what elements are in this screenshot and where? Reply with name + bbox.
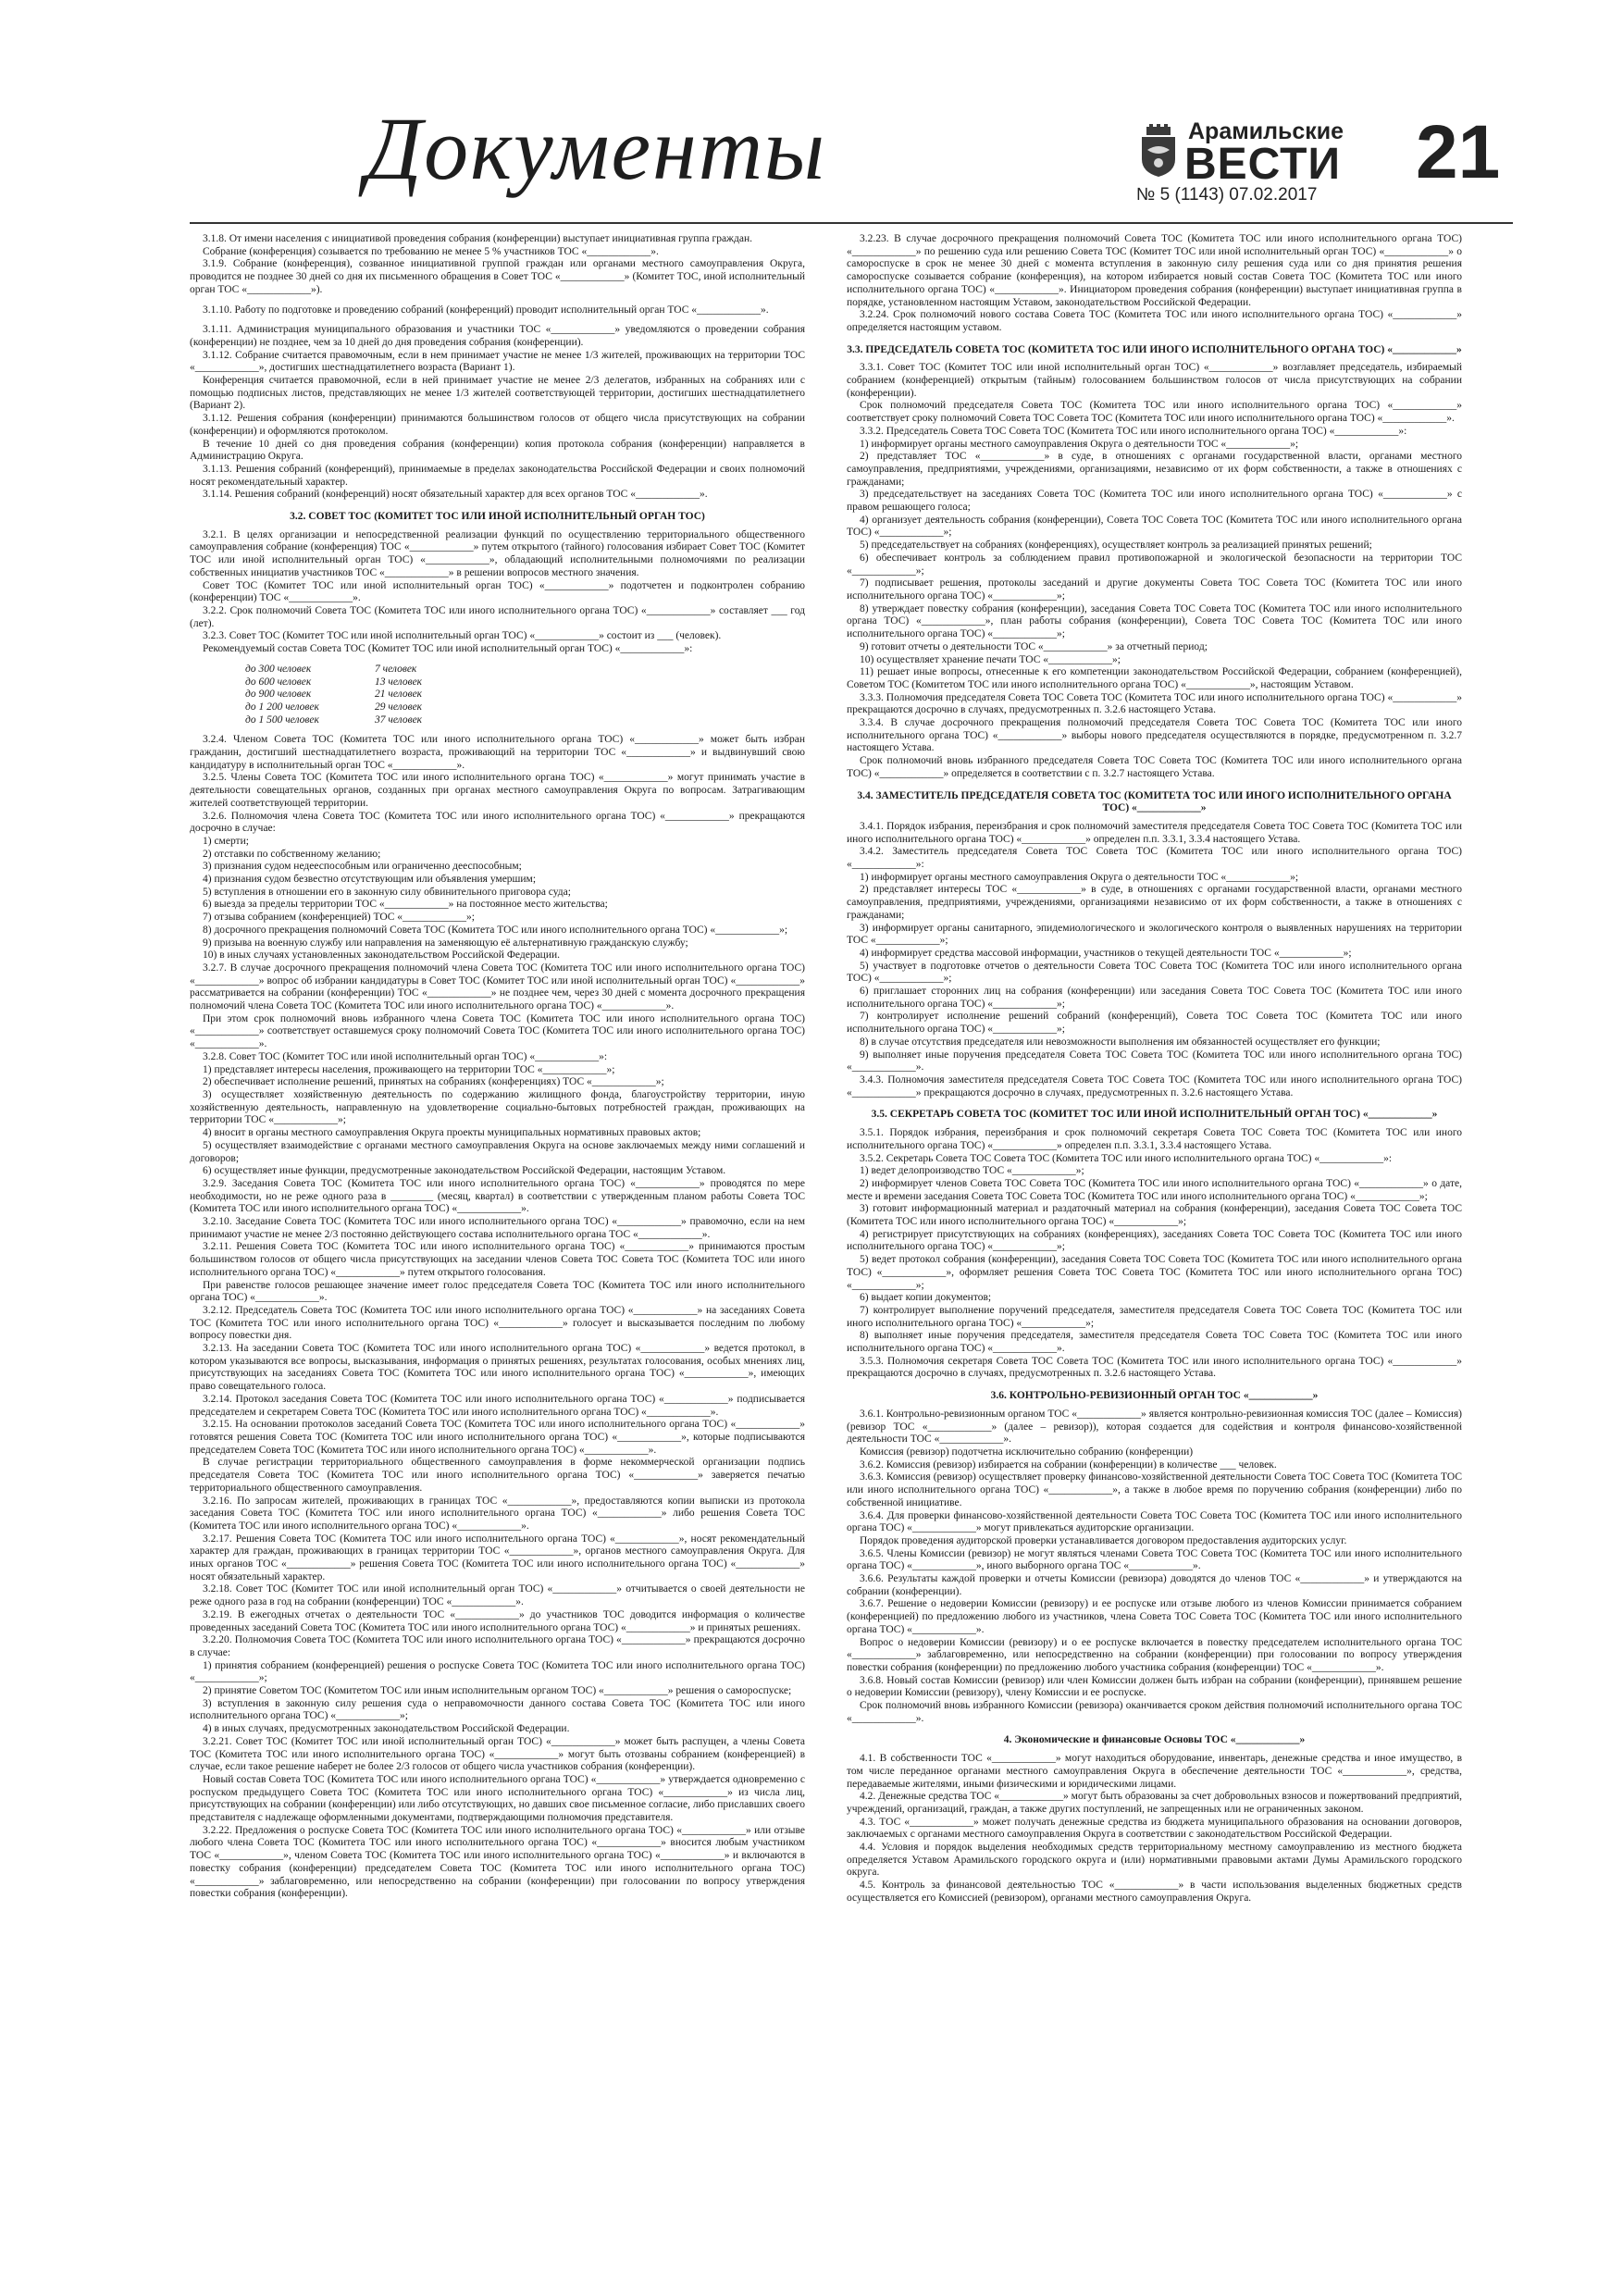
paragraph: 3.2.12. Председатель Совета ТОС (Комитета ТОС или иного исполнительного органа ТОС) «____________» на заседаниях Совета ТОС (Комитета ТОС или иного исполнительного органа ТОС) «____________» голосует и высказывается последним по любому вопросу повестки дня. [190, 1304, 805, 1342]
list-item: 10) осуществляет хранение печати ТОС «____________»; [860, 653, 1121, 665]
list-item: 1) информирует органы местного самоуправления Округа о деятельности ТОС «____________»; [860, 438, 1299, 450]
list-item: 8) выполняет иные поручения председателя, заместителя председателя Совета ТОС Совета ТОС (Комитета ТОС или иного исполнительного органа ТОС) «____________». [847, 1330, 1462, 1355]
list-item: 5) осуществляет взаимодействие с органами местного самоуправления Округа на основе заключаемых между ними соглашений и договоров; [190, 1139, 805, 1164]
table-cell: 21 человек [375, 689, 423, 701]
paragraph: 3.2.23. В случае досрочного прекращения полномочий Совета ТОС (Комитета ТОС или иного исполнительного органа ТОС) «____________» по решению суда или решению Совета ТОС (Комитет ТОС или иной исполнительный орган ТОС) «____________» о самороспуске в срок не менее 30 дней с момента вступления в законную силу решения суда или со дня принятия решения самороспуске созывается собрание (конференция), на котором избирается новый состав Совета ТОС (Комитета ТОС или иного исполнительного органа ТОС) «____________». Инициатором проведения собрания (конференции) выступает инициативная группа в порядке, установленном настоящим Уставом, законодательством Российской Федерации. [847, 233, 1462, 308]
paragraph: Срок полномочий председателя Совета ТОС (Комитета ТОС или иного исполнительного органа ТОС) «____________» соответствует сроку полномочий Совета ТОС Совета ТОС (Комитета ТОС или иного исполнительного органа ТОС) «____________». [847, 400, 1462, 425]
paragraph: 3.2.24. Срок полномочий нового состава Совета ТОС (Комитета ТОС или иного исполнительного органа ТОС) «____________» определяется настоящим уставом. [847, 309, 1462, 333]
table-cell: до 1 200 человек [245, 701, 319, 713]
newspaper-logo [1138, 118, 1360, 188]
paragraph: Вопрос о недоверии Комиссии (ревизору) и о ее роспуске включается в повестку председателем исполнительного органа ТОС «____________» заблаговременно, или непосредственно на собрании (конференции) при голосовании по вопросу утверждения повестки собрания (конференции) по предложению любого участника собрания (конференции) ТОС «____________». [847, 1636, 1462, 1673]
list-item: 8) досрочного прекращения полномочий Совета ТОС (Комитета ТОС или иного исполнительного органа ТОС) «____________»; [203, 924, 788, 936]
paragraph: 4.5. Контроль за финансовой деятельностью ТОС «____________» в части использования выделенных бюджетных средств осуществляется его Комиссией (ревизором), органами местного самоуправления Округа. [847, 1880, 1462, 1904]
table-cell: 7 человек [375, 663, 417, 675]
paragraph: 3.6.8. Новый состав Комиссии (ревизор) или член Комиссии должен быть избран на собрании (конференции), принявшем решение о недоверии Комиссии (ревизору), члену Комиссии и ее роспуске. [847, 1674, 1462, 1699]
list-item: 4) информирует средства массовой информации, участников о текущей деятельности ТОС «____________»; [860, 947, 1352, 959]
paragraph: 3.1.13. Решения собраний (конференций), принимаемые в пределах законодательства Российской Федерации и своих полномочий носят рекомендательный характер. [190, 463, 805, 488]
paragraph: 3.2.17. Решения Совета ТОС (Комитета ТОС или иного исполнительного органа ТОС) «____________», носят рекомендательный характер для граждан, проживающих в границах территории ТОС «____________», органов местного самоуправления Округа. Для иных органов ТОС «____________» решения Совета ТОС (Комитета ТОС или иного исполнительного органа ТОС) «____________» носят обязательный характер. [190, 1533, 805, 1582]
paragraph: При равенстве голосов решающее значение имеет голос председателя Совета ТОС (Комитета ТОС или иного исполнительного органа ТОС) «____________». [190, 1279, 805, 1304]
paragraph: 3.2.10. Заседание Совета ТОС (Комитета ТОС или иного исполнительного органа ТОС) «____________» правомочно, если на нем принимают участие не менее 2/3 постоянно действующего состава исполнительного органа ТОС «____________». [190, 1216, 805, 1240]
list-item: 1) принятия собранием (конференцией) решения о роспуске Совета ТОС (Комитета ТОС или иного исполнительного органа ТОС) «____________»; [190, 1659, 805, 1684]
page-header [0, 0, 1623, 227]
list-item: 11) решает иные вопросы, отнесенные к его компетенции законодательством Российской Федерации, собранием (конференцией), Советом ТОС (Комитетом ТОС или иного исполнительного органа ТОС) «____________», настоящим Уставом. [847, 666, 1462, 690]
paragraph: 3.5.3. Полномочия секретаря Совета ТОС Совета ТОС (Комитета ТОС или иного исполнительного органа ТОС) «____________» прекращаются досрочно в случаях, предусмотренных п. 3.2.6 настоящего Устава. [847, 1355, 1462, 1380]
list-item: 5) участвует в подготовке отчетов о деятельности Совета ТОС Совета ТОС (Комитета ТОС или иного исполнительного органа ТОС) «____________»; [847, 960, 1462, 985]
paragraph: 3.4.1. Порядок избрания, переизбрания и срок полномочий заместителя председателя Совета ТОС Совета ТОС (Комитета ТОС или иного исполнительного органа ТОС) «____________» определен п.п. 3.3.1, 3.3.4 настоящего Устава. [847, 820, 1462, 845]
list-item: 3) информирует органы санитарного, эпидемиологического и экологического контроля о выявленных нарушениях на территории ТОС «____________»; [847, 922, 1462, 947]
section-heading-3-2: 3.2. СОВЕТ ТОС (КОМИТЕТ ТОС ИЛИ ИНОЙ ИСПОЛНИТЕЛЬНЫЙ ОРГАН ТОС) [290, 511, 705, 523]
paragraph: 3.2.4. Членом Совета ТОС (Комитета ТОС или иного исполнительного органа ТОС) «____________» может быть избран гражданин, достигший шестнадцатилетнего возраста, проживающий на территории ТОС «____________» и выдвинувший свою кандидатуру в исполнительный орган ТОС «____________». [190, 734, 805, 771]
paragraph: Новый состав Совета ТОС (Комитета ТОС или иного исполнительного органа ТОС) «____________» утверждается одновременно с роспуском предыдущего Совета ТОС (Комитета ТОС или иного исполнительного органа ТОС) «____________» из числа лиц, присутствующих на собрании (конференции) или либо отсутствующих, но давших свое письменное согласие, либо приславших своего представителя с надлежаще оформленными документами, подтверждающими полномочия представителя. [190, 1773, 805, 1824]
table-row [245, 676, 805, 689]
paragraph: 3.2.11. Решения Совета ТОС (Комитета ТОС или иного исполнительного органа ТОС) «____________» принимаются простым большинством голосов от общего числа присутствующих на заседании членов Совета ТОС Совета ТОС (Комитета ТОС или иного исполнительного органа ТОС) «____________» путем открытого голосования. [190, 1241, 805, 1278]
table-row [245, 714, 805, 727]
paragraph: 3.1.12. Решения собрания (конференции) принимаются большинством голосов от общего числа присутствующих на собрании (конференции) и оформляются протоколом. [190, 413, 805, 437]
paragraph: 3.3.1. Совет ТОС (Комитет ТОС или иной исполнительный орган ТОС) «____________» возглавляет председатель, избираемый собранием (конференцией) открытым (тайным) голосованием большинством голосов от числа присутствующих на собрании (конференции). [847, 362, 1462, 399]
list-item: 4) вносит в органы местного самоуправления Округа проекты муниципальных нормативных правовых актов; [203, 1127, 701, 1139]
paragraph: При этом срок полномочий вновь избранного члена Совета ТОС (Комитета ТОС или иного исполнительного органа ТОС) «____________» соответствует оставшемуся сроку полномочий Совета ТОС (Комитета ТОС или иного исполнительного органа ТОС) «____________». [190, 1012, 805, 1050]
paragraph: 3.1.9. Собрание (конференция), созванное инициативной группой граждан или органами местного самоуправления Округа, проводится не позднее 30 дней со дня их письменного обращения в Совет ТОС «____________» (Комитет ТОС, иной исполнительный орган ТОС «____________»). [190, 258, 805, 295]
paragraph: 3.2.22. Предложения о роспуске Совета ТОС (Комитета ТОС или иного исполнительного органа ТОС) «____________» или отзыве любого члена Совета ТОС (Комитета ТОС или иного исполнительного органа ТОС) «____________» вносится любым участником ТОС «____________», членом Совета ТОС (Комитета ТОС или иного исполнительного органа ТОС) «____________» и включаются в повестку собрания (конференции) председателем Совета ТОС (Комитета ТОС или иного исполнительного органа ТОС) «____________» заблаговременно, или непосредственно на собрании (конференции) при голосовании по вопросу утверждения повестки собрания (конференции). [190, 1824, 805, 1900]
list-item: 6) обеспечивает контроль за соблюдением правил противопожарной и экологической безопасности на территории ТОС «____________»; [847, 552, 1462, 577]
paragraph: 3.3.4. В случае досрочного прекращения полномочий председателя Совета ТОС Совета ТОС (Комитета ТОС или иного исполнительного органа ТОС) «____________» выборы нового председателя осуществляются в порядке, предусмотренном п. 3.2.7 настоящего Устава. [847, 717, 1462, 754]
paragraph: 3.1.14. Решения собраний (конференций) носят обязательный характер для всех органов ТОС «____________». [203, 489, 708, 501]
paragraph: 4.3. ТОС «____________» может получать денежные средства из бюджета муниципального образования на основании договоров, заключаемых с органами местного самоуправления Округа в соответствии с законодательством Российской Федерации. [847, 1816, 1462, 1841]
paragraph: 3.2.18. Совет ТОС (Комитет ТОС или иной исполнительный орган ТОС) «____________» отчитывается о своей деятельности не реже одного раза в год на собрании (конференции) ТОС «____________». [190, 1583, 805, 1608]
paragraph: Собрание (конференция) созывается по требованию не менее 5 % участников ТОС «____________». [203, 245, 659, 257]
table-row [245, 664, 805, 676]
paragraph: 3.4.3. Полномочия заместителя председателя Совета ТОС Совета ТОС (Комитета ТОС или иного исполнительного органа ТОС) «____________» прекращаются досрочно в случаях, предусмотренных п. 3.2.6 настоящего Устава. [847, 1074, 1462, 1098]
logo-top-text: Арамильские [1188, 118, 1344, 144]
list-item: 2) информирует членов Совета ТОС Совета ТОС (Комитета ТОС или иного исполнительного органа ТОС) «____________» о дате, месте и времени заседания Совета ТОС Совета ТОС (Комитета ТОС или иного исполнительного органа ТОС) «____________»; [847, 1177, 1462, 1202]
list-item: 6) осуществляет иные функции, предусмотренные законодательством Российской Федерации, настоящим Уставом. [203, 1165, 726, 1177]
paragraph: 3.5.1. Порядок избрания, переизбрания и срок полномочий секретаря Совета ТОС Совета ТОС (Комитета ТОС или иного исполнительного органа ТОС) «____________» определен п.п. 3.3.1, 3.3.4 настоящего Устава. [847, 1127, 1462, 1151]
table-cell: 13 человек [375, 676, 423, 688]
table-cell: до 600 человек [245, 676, 312, 688]
paragraph: 3.1.10. Работу по подготовке и проведению собраний (конференций) проводит исполнительный орган ТОС «____________». [203, 304, 769, 316]
paragraph: Порядок проведения аудиторской проверки устанавливается договором предоставления аудиторских услуг. [860, 1534, 1347, 1546]
paragraph: 3.1.12. Собрание считается правомочным, если в нем принимает участие не менее 1/3 жителей, проживающих на территории ТОС «____________», достигших шестнадцатилетнего возраста (Вариант 1). [190, 349, 805, 374]
list-item: 5) вступления в отношении его в законную силу обвинительного приговора суда; [203, 886, 571, 898]
list-item: 1) ведет делопроизводство ТОС «____________»; [860, 1165, 1084, 1177]
paragraph: 3.2.13. На заседании Совета ТОС (Комитета ТОС или иного исполнительного органа ТОС) «____________» ведется протокол, в котором указываются все вопросы, высказывания, информация о принятых решениях, результатах голосования, особых мнениях лиц, присутствующих на заседаниях Совета ТОС (Комитета ТОС или иного исполнительного органа ТОС) «____________», имеющих право совещательного голоса. [190, 1343, 805, 1393]
list-item: 6) приглашает сторонних лиц на собрания (конференции) или заседания Совета ТОС Совета ТОС (Комитета ТОС или иного исполнительного органа ТОС) «____________»; [847, 986, 1462, 1010]
paragraph: 3.2.21. Совет ТОС (Комитет ТОС или иной исполнительный орган ТОС) «____________» может быть распущен, а члены Совета ТОС (Комитета ТОС или иного исполнительного органа ТОС) «____________» могут быть отозваны собранием (конференцией) в случае, если такое решение наберет не более 2/3 голосов от общего числа участников собрания (конференции). [190, 1735, 805, 1773]
list-item: 2) принятие Советом ТОС (Комитетом ТОС или иным исполнительным органом ТОС) «____________» решения о самороспуске; [203, 1685, 792, 1697]
list-item: 5) председательствует на собраниях (конференциях), осуществляет контроль за реализацией принятых решений; [860, 540, 1372, 552]
list-item: 7) контролирует выполнение поручений председателя, заместителя председателя Совета ТОС Совета ТОС (Комитета ТОС или иного исполнительного органа ТОС) «____________»; [847, 1304, 1462, 1329]
table-cell: до 1 500 человек [245, 714, 319, 726]
list-item: 9) призыва на военную службу или направления на заменяющую её альтернативную гражданскую службу; [203, 937, 688, 949]
list-item: 3) вступления в законную силу решения суда о неправомочности данного состава Совета ТОС (Комитета ТОС или иного исполнительного органа ТОС) «____________»; [190, 1697, 805, 1722]
list-item: 9) готовит отчеты о деятельности ТОС «____________» за отчетный период; [860, 640, 1208, 652]
issue-info: № 5 (1143) 07.02.2017 [1136, 185, 1318, 205]
list-item: 4) регистрирует присутствующих на собраниях (конференциях), заседаниях Совета ТОС Совета ТОС (Комитета ТОС или иного исполнительного органа ТОС) «____________»; [847, 1228, 1462, 1253]
paragraph: В течение 10 дней со дня проведения собрания (конференции) копия протокола собрания (конференции) направляется в Администрацию Округа. [190, 438, 805, 463]
list-item: 2) отставки по собственному желанию; [203, 848, 381, 860]
right-column [847, 233, 1462, 2269]
paragraph: 3.6.1. Контрольно-ревизионным органом ТОС «____________» является контрольно-ревизионная комиссия ТОС (далее – Комиссия) (ревизор ТОС «____________» (далее – ревизор)), которая создается для содействия и контроля финансово-хозяйственной деятельности ТОС «____________». [847, 1408, 1462, 1446]
coat-of-arms-icon [1138, 124, 1179, 178]
logo-main-text: ВЕСТИ [1184, 140, 1341, 189]
list-item: 1) смерти; [203, 835, 249, 847]
paragraph: 4.4. Условия и порядок выделения необходимых средств территориальному местному самоуправлению из местного бюджета определяется Уставом Арамильского городского округа и (или) нормативными правовыми актами Думы Арамильского городского округа. [847, 1842, 1462, 1879]
list-item: 2) представляет интересы ТОС «____________» в суде, в отношениях с органами государственной власти, органами местного самоуправления, предприятиями, учреждениями, организациями независимо от их форм собственности, а также в отношениях с гражданами; [847, 884, 1462, 921]
list-item: 7) отзыва собранием (конференцией) ТОС «____________»; [203, 912, 476, 924]
paragraph: 3.6.6. Результаты каждой проверки и отчеты Комиссии (ревизора) доводятся до членов ТОС «____________» и утверждаются на собрании (конференции). [847, 1573, 1462, 1597]
list-item: 2) представляет ТОС «____________» в суде, в отношениях с органами государственной власти, органами местного самоуправления, предприятиями, учреждениями, организациями, независимо от их форм собственности, а также в отношениях с гражданами; [847, 451, 1462, 488]
list-item: 4) организует деятельность собрания (конференции), Совета ТОС Совета ТОС (Комитета ТОС или иного исполнительного органа ТОС) «____________»; [847, 514, 1462, 539]
composition-table [245, 664, 805, 727]
section-heading-3-6: 3.6. КОНТРОЛЬНО-РЕВИЗИОННЫЙ ОРГАН ТОС «____________» [990, 1390, 1319, 1402]
list-item: 8) в случае отсутствия председателя или невозможности выполнения им обязанностей осуществляет его функции; [860, 1036, 1381, 1048]
section-heading-3-3: 3.3. ПРЕДСЕДАТЕЛЬ СОВЕТА ТОС (КОМИТЕТА ТОС ИЛИ ИНОГО ИСПОЛНИТЕЛЬНОГО ОРГАНА ТОС) «____________» [847, 343, 1462, 355]
paragraph: 3.3.2. Председатель Совета ТОС Совета ТОС (Комитета ТОС или иного исполнительного органа ТОС) «____________»: [860, 425, 1407, 437]
paragraph: 3.6.4. Для проверки финансово-хозяйственной деятельности Совета ТОС Совета ТОС (Комитета ТОС или иного исполнительного органа ТОС) «____________» могут привлекаться аудиторские организации. [847, 1509, 1462, 1534]
paragraph: 3.2.2. Срок полномочий Совета ТОС (Комитета ТОС или иного исполнительного органа ТОС) «____________» составляет ___ год (лет). [190, 604, 805, 629]
paragraph: 3.4.2. Заместитель председателя Совета ТОС Совета ТОС (Комитета ТОС или иного исполнительного органа ТОС) «____________»: [847, 846, 1462, 871]
paragraph: Комиссия (ревизор) подотчетна исключительно собранию (конференции) [860, 1446, 1194, 1458]
list-item: 3) председательствует на заседаниях Совета ТОС (Комитета ТОС или иного исполнительного органа ТОС) «____________» с правом решающего голоса; [847, 489, 1462, 514]
section-title: Документы [365, 99, 827, 198]
paragraph: 3.6.5. Члены Комиссии (ревизор) не могут являться членами Совета ТОС Совета ТОС (Комитета ТОС или иного исполнительного органа ТОС) «____________», иного выборного органа ТОС «____________». [847, 1547, 1462, 1572]
list-item: 6) выезда за пределы территории ТОС «____________» на постоянное место жительства; [203, 899, 608, 911]
section-heading-3-4: 3.4. ЗАМЕСТИТЕЛЬ ПРЕДСЕДАТЕЛЯ СОВЕТА ТОС (КОМИТЕТА ТОС ИЛИ ИНОГО ИСПОЛНИТЕЛЬНОГО ОРГАНА ТОС) «____________» [857, 789, 1452, 814]
paragraph: 3.2.20. Полномочия Совета ТОС (Комитета ТОС или иного исполнительного органа ТОС) «____________» прекращаются досрочно в случае: [190, 1634, 805, 1658]
list-item: 3) осуществляет хозяйственную деятельность по содержанию жилищного фонда, благоустройству территории, иную хозяйственную деятельность, направленную на удовлетворение социально-бытовых потребностей граждан, проживающих на территории ТОС «____________»; [190, 1089, 805, 1126]
paragraph: 3.6.3. Комиссия (ревизор) осуществляет проверку финансово-хозяйственной деятельности Совета ТОС Совета ТОС (Комитета ТОС или иного исполнительного органа ТОС) «____________», а также в любое время по поручению собрания (конференции) либо по собственной инициативе. [847, 1471, 1462, 1508]
list-item: 7) подписывает решения, протоколы заседаний и другие документы Совета ТОС Совета ТОС (Комитета ТОС или иного исполнительного органа ТОС) «____________»; [847, 577, 1462, 602]
paragraph: 3.1.8. От имени населения с инициативой проведения собрания (конференции) выступает инициативная группа граждан. [203, 233, 752, 244]
paragraph: 3.2.6. Полномочия члена Совета ТОС (Комитета ТОС или иного исполнительного органа ТОС) «____________» прекращаются досрочно в случае: [190, 810, 805, 835]
list-item: 1) представляет интересы населения, проживающего на территории ТОС «____________»; [203, 1063, 615, 1075]
paragraph: 3.2.3. Совет ТОС (Комитет ТОС или иной исполнительный орган ТОС) «____________» состоит из ___ (человек). [203, 630, 722, 642]
paragraph: 3.2.15. На основании протоколов заседаний Совета ТОС (Комитета ТОС или иного исполнительного органа ТОС) «____________» готовятся решения Совета ТОС (Комитета ТОС или иного исполнительного органа ТОС) «____________», которые подписываются председателем Совета ТОС (Комитета ТОС или иного исполнительного органа ТОС) «____________». [190, 1419, 805, 1456]
paragraph: 3.2.8. Совет ТОС (Комитет ТОС или иной исполнительный орган ТОС) «____________»: [203, 1050, 608, 1062]
paragraph: 3.2.9. Заседания Совета ТОС (Комитета ТОС или иного исполнительного органа ТОС) «____________» проводятся по мере необходимости, но не реже одного раза в ________ (месяц, квартал) в соответствии с утвержденным планом работы Совета ТОС (Комитета ТОС или иного исполнительного органа ТОС) «____________». [190, 1177, 805, 1215]
paragraph: 3.5.2. Секретарь Совета ТОС Совета ТОС (Комитета ТОС или иного исполнительного органа ТОС) «____________»: [860, 1152, 1393, 1164]
list-item: 3) готовит информационный материал и раздаточный материал на собрания (конференции), заседания Совета ТОС Совета ТОС (Комитета ТОС или иного исполнительного органа ТОС) «____________»; [847, 1203, 1462, 1228]
left-column [190, 233, 805, 2269]
section-heading-3-5: 3.5. СЕКРЕТАРЬ СОВЕТА ТОС (КОМИТЕТ ТОС ИЛИ ИНОЙ ИСПОЛНИТЕЛЬНЫЙ ОРГАН ТОС) «____________» [871, 1109, 1438, 1121]
list-item: 8) утверждает повестку собрания (конференции), заседания Совета ТОС Совета ТОС (Комитета ТОС или иного исполнительного органа ТОС) «____________», план работы собрания (конференции), Совета ТОС Совета ТОС (Комитета ТОС или иного исполнительного органа ТОС) «____________»; [847, 602, 1462, 640]
list-item: 6) выдает копии документов; [860, 1292, 992, 1304]
paragraph: 4.1. В собственности ТОС «____________» могут находиться оборудование, инвентарь, денежные средства и иное имущество, в том числе переданное органами местного самоуправления Округа в обеспечение деятельности ТОС «____________», средства, передаваемые жителями, иными физическими и юридическими лицами. [847, 1753, 1462, 1790]
list-item: 7) контролирует исполнение решений собраний (конференций), Совета ТОС Совета ТОС (Комитета ТОС или иного исполнительного органа ТОС) «____________»; [847, 1011, 1462, 1036]
list-item: 10) в иных случаях установленных законодательством Российской Федерации. [203, 949, 561, 962]
paragraph: 3.2.7. В случае досрочного прекращения полномочий члена Совета ТОС (Комитета ТОС или иного исполнительного органа ТОС) «____________» вопрос об избрании кандидатуры в Совет ТОС (Комитет ТОС или иной исполнительный орган ТОС) «____________» рассматривается на собрании (конференции) ТОС «____________» не позднее чем, через 30 дней с момента досрочного прекращения полномочий члена Совета ТОС (Комитета ТОС или иного исполнительного органа ТОС) «____________». [190, 962, 805, 1012]
table-row [245, 701, 805, 714]
paragraph: 3.2.5. Члены Совета ТОС (Комитета ТОС или иного исполнительного органа ТОС) «____________» могут принимать участие в деятельности совещательных органов, созданных при органах местного самоуправления Округа по вопросам. Затрагивающим жителей соответствующей территории. [190, 772, 805, 809]
list-item: 4) признания судом безвестно отсутствующим или объявления умершим; [203, 874, 537, 886]
paragraph: 4.2. Денежные средства ТОС «____________» могут быть образованы за счет добровольных взносов и пожертвований предприятий, учреждений, организаций, граждан, а также других поступлений, не запрещенных или не ограниченных законом. [847, 1791, 1462, 1815]
table-cell: до 900 человек [245, 689, 312, 701]
list-item: 2) обеспечивает исполнение решений, принятых на собраниях (конференциях) ТОС «____________»; [203, 1076, 664, 1088]
paragraph: Срок полномочий вновь избранного председателя Совета ТОС Совета ТОС (Комитета ТОС или иного исполнительного органа ТОС) «____________» определяется в соответствии с п. 3.2.7 настоящего Устава. [847, 755, 1462, 779]
paragraph: Совет ТОС (Комитет ТОС или иной исполнительный орган ТОС) «____________» подотчетен и подконтролен собранию (конференции) ТОС «____________». [190, 579, 805, 604]
paragraph: 3.2.14. Протокол заседания Совета ТОС (Комитета ТОС или иного исполнительного органа ТОС) «____________» подписывается председателем и секретарем Совета ТОС (Комитета ТОС или иного исполнительного органа ТОС) «____________». [190, 1393, 805, 1418]
section-heading-4: 4. Экономические и финансовые Основы ТОС «____________» [1003, 1734, 1306, 1746]
page-number: 21 [1416, 110, 1501, 194]
paragraph: Рекомендуемый состав Совета ТОС (Комитет ТОС или иной исполнительный орган ТОС) «____________»: [203, 643, 693, 655]
header-rule [190, 222, 1513, 224]
paragraph: В случае регистрации территориального общественного самоуправления в форме некоммерческой организации подпись председателя Совета ТОС (Комитета ТОС или иного исполнительного органа ТОС) «____________» заверяется печатью территориального общественного самоуправления. [190, 1457, 805, 1494]
paragraph: 3.2.16. По запросам жителей, проживающих в границах ТОС «____________», предоставляются копии выписки из протокола заседания Совета ТОС (Комитета ТОС или иного исполнительного органа ТОС) «____________» либо решения Совета ТОС (Комитета ТОС или иного исполнительного органа ТОС) «____________». [190, 1495, 805, 1532]
table-cell: 37 человек [375, 714, 423, 726]
paragraph: 3.6.2. Комиссия (ревизор) избирается на собрании (конференции) в количестве ___ человек. [860, 1458, 1277, 1471]
paragraph: Срок полномочий вновь избранного Комиссии (ревизора) оканчивается сроком действия полномочий исполнительного органа ТОС «____________». [847, 1700, 1462, 1724]
paragraph: 3.1.11. Администрация муниципального образования и участники ТОС «____________» уведомляются о проведении собрания (конференции) не позднее, чем за 10 дней до дня проведения собрания (конференции). [190, 324, 805, 348]
list-item: 4) в иных случаях, предусмотренных законодательством Российской Федерации. [203, 1723, 570, 1735]
list-item: 3) признания судом недееспособным или ограниченно дееспособным; [203, 861, 522, 873]
paragraph: Конференция считается правомочной, если в ней принимает участие не менее 2/3 делегатов, избранных на собраниях или с помощью подписных листов, представляющих не менее 1/3 жителей соответствующей территории, достигших шестнадцатилетнего (Вариант 2). [190, 375, 805, 412]
table-row [245, 689, 805, 701]
table-cell: 29 человек [375, 701, 423, 713]
paragraph: 3.3.3. Полномочия председателя Совета ТОС Совета ТОС (Комитета ТОС или иного исполнительного органа ТОС) «____________» прекращаются досрочно в случаях, предусмотренных п. 3.2.6 настоящего Устава. [847, 691, 1462, 716]
list-item: 1) информирует органы местного самоуправления Округа о деятельности ТОС «____________»; [860, 871, 1299, 883]
paragraph: 3.6.7. Решение о недоверии Комиссии (ревизору) и ее роспуске или отзыве любого из членов Комиссии принимается собранием (конференцией) по предложению любого из участников, члена Совета ТОС Совета ТОС (Комитета ТОС или иного исполнительного органа ТОС) «____________». [847, 1598, 1462, 1635]
paragraph: 3.2.1. В целях организации и непосредственной реализации функций по осуществлению территориального общественного самоуправления собрание (конференция) ТОС «____________» путем открытого (тайного) голосования избирает Совет ТОС (Комитет ТОС или иной исполнительный орган ТОС) «____________», обладающий исполнительными полномочиями по реализации собственных инициатив участников ТОС «____________» в решении вопросов местного значения. [190, 528, 805, 578]
list-item: 9) выполняет иные поручения председателя Совета ТОС Совета ТОС (Комитета ТОС или иного исполнительного органа ТОС) «____________». [847, 1049, 1462, 1074]
table-cell: до 300 человек [245, 663, 312, 675]
list-item: 5) ведет протокол собрания (конференции), заседания Совета ТОС Совета ТОС (Комитета ТОС или иного исполнительного органа ТОС) «____________», оформляет решения Совета ТОС Совета ТОС (Комитета ТОС или иного исполнительного органа ТОС) «____________»; [847, 1254, 1462, 1291]
paragraph: 3.2.19. В ежегодных отчетах о деятельности ТОС «____________» до участников ТОС доводится информация о количестве проведенных заседаний Совета ТОС (Комитета ТОС или иного исполнительного органа ТОС) «____________» и принятых решениях. [190, 1608, 805, 1633]
